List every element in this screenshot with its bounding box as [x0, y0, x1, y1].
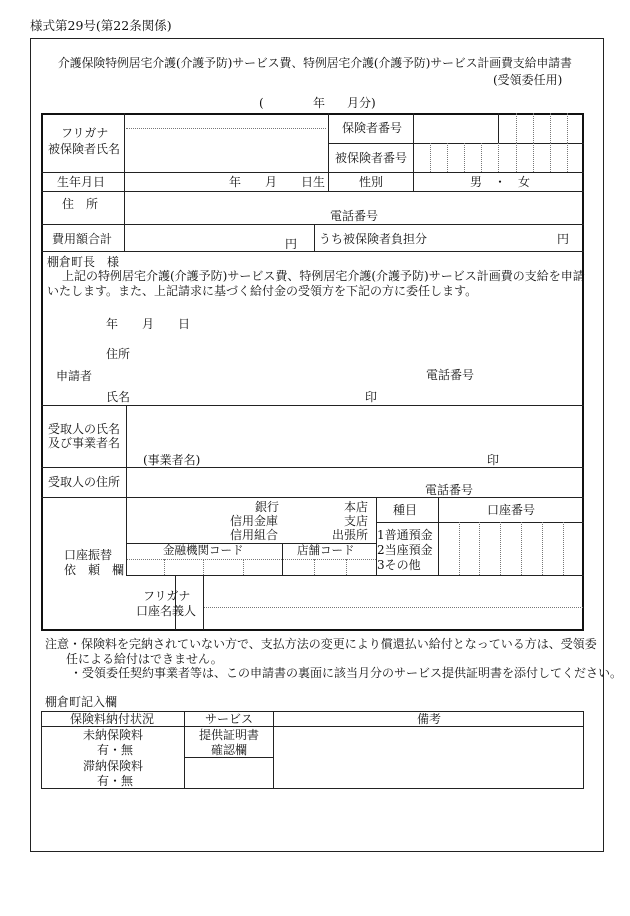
- furigana-label: フリガナ: [61, 126, 109, 140]
- certificate-check-label: 確認欄: [211, 743, 248, 757]
- account-number-label: 口座番号: [487, 503, 536, 517]
- insurer-number-label: 保険者番号: [342, 121, 403, 135]
- head-office-option[interactable]: 本店: [344, 500, 369, 514]
- account-number-field[interactable]: [439, 524, 583, 574]
- insured-name-label: 被保険者氏名: [48, 142, 121, 156]
- account-type-1[interactable]: 1普通預金: [377, 528, 433, 542]
- remarks-field[interactable]: [274, 727, 583, 788]
- unpaid-yes-no[interactable]: 有・無: [97, 743, 134, 757]
- period-year: 年: [313, 96, 326, 110]
- address-label: 住 所: [62, 197, 99, 211]
- recipient-name-label-1: 受取人の氏名: [48, 422, 121, 436]
- note-2: ・受領委任契約事業者等は、この申請書の裏面に該当月分のサービス提供証明書を添付してください。: [70, 666, 623, 680]
- note-1b: 任による給付はできません。: [66, 652, 223, 666]
- insured-number-label: 被保険者番号: [335, 151, 408, 165]
- sub-branch-option[interactable]: 出張所: [332, 528, 369, 542]
- insured-name-field[interactable]: [126, 130, 326, 170]
- address-phone-label: 電話番号: [330, 209, 379, 223]
- form-number: 様式第29号(第22条関係): [30, 18, 172, 33]
- account-type-3[interactable]: 3その他: [377, 558, 421, 572]
- account-type-2[interactable]: 2当座預金: [377, 543, 433, 557]
- gender-label: 性別: [359, 175, 384, 189]
- copay-label: うち被保険者負担分: [319, 232, 428, 246]
- remarks-header: 備考: [417, 712, 442, 726]
- period-open: (: [259, 96, 264, 110]
- holder-furigana-label: フリガナ: [143, 589, 191, 603]
- application-body-1: 上記の特例居宅介護(介護予防)サービス費、特例居宅介護(介護予防)サービス計画費の支給を申請: [62, 269, 585, 283]
- payment-status-header: 保険料納付状況: [70, 712, 155, 726]
- insured-number-field[interactable]: [414, 144, 582, 171]
- bank-option[interactable]: 銀行: [255, 500, 280, 514]
- addressee: 棚倉町長 様: [47, 255, 120, 269]
- applicant-label: 申請者: [56, 369, 93, 383]
- office-use-heading: 棚倉町記入欄: [45, 695, 118, 709]
- cost-total-yen: 円: [285, 237, 298, 251]
- note-1a: 注意・保険料を完納されていない方で、支払方法の変更により償還払い給付となっている方は、受領委: [45, 637, 597, 651]
- account-type-label: 種目: [393, 503, 418, 517]
- branch-code-label: 店舗コード: [297, 543, 355, 557]
- recipient-phone-label: 電話番号: [425, 483, 474, 497]
- recipient-address-field[interactable]: [128, 469, 582, 496]
- application-body-2: いたします。また、上記請求に基づく給付金の受領方を下記の方に委任します。: [47, 284, 478, 298]
- form-subtitle: (受領委任用): [493, 73, 563, 87]
- copay-yen: 円: [557, 232, 570, 246]
- bank-section-label-2: 依 頼 欄: [64, 563, 125, 577]
- birthdate-label: 生年月日: [57, 175, 106, 189]
- gender-options[interactable]: 男 ・ 女: [470, 175, 531, 189]
- account-holder-field[interactable]: [204, 577, 582, 629]
- period-month: 月分): [347, 96, 376, 110]
- bank-section-label-1: 口座振替: [64, 548, 113, 562]
- unpaid-label: 未納保険料: [83, 728, 144, 742]
- credit-bank-option[interactable]: 信用金庫: [230, 514, 279, 528]
- recipient-seal: 印: [487, 453, 500, 467]
- certificate-label: 提供証明書: [199, 728, 260, 742]
- cost-total-label: 費用額合計: [52, 232, 113, 246]
- birthdate-value[interactable]: 年 月 日生: [229, 175, 326, 189]
- insurer-number-field[interactable]: [414, 114, 582, 142]
- account-holder-label: 口座名義人: [136, 604, 197, 618]
- applicant-phone-label: 電話番号: [426, 368, 475, 382]
- recipient-address-label: 受取人の住所: [48, 475, 121, 489]
- business-name-label: (事業者名): [143, 453, 201, 467]
- service-header: サービス: [205, 712, 254, 726]
- application-date[interactable]: 年 月 日: [106, 317, 191, 331]
- applicant-name-label: 氏名: [106, 390, 131, 404]
- applicant-address-label: 住所: [106, 347, 131, 361]
- applicant-seal: 印: [365, 390, 378, 404]
- credit-union-option[interactable]: 信用組合: [230, 528, 279, 542]
- form-title: 介護保険特例居宅介護(介護予防)サービス費、特例居宅介護(介護予防)サービス計画費支給申請書: [58, 56, 572, 70]
- recipient-name-label-2: 及び事業者名: [48, 436, 121, 450]
- branch-option[interactable]: 支店: [344, 514, 369, 528]
- institution-code-label: 金融機関コード: [163, 543, 244, 557]
- delinquent-yes-no[interactable]: 有・無: [97, 774, 134, 788]
- delinquent-label: 滞納保険料: [83, 759, 144, 773]
